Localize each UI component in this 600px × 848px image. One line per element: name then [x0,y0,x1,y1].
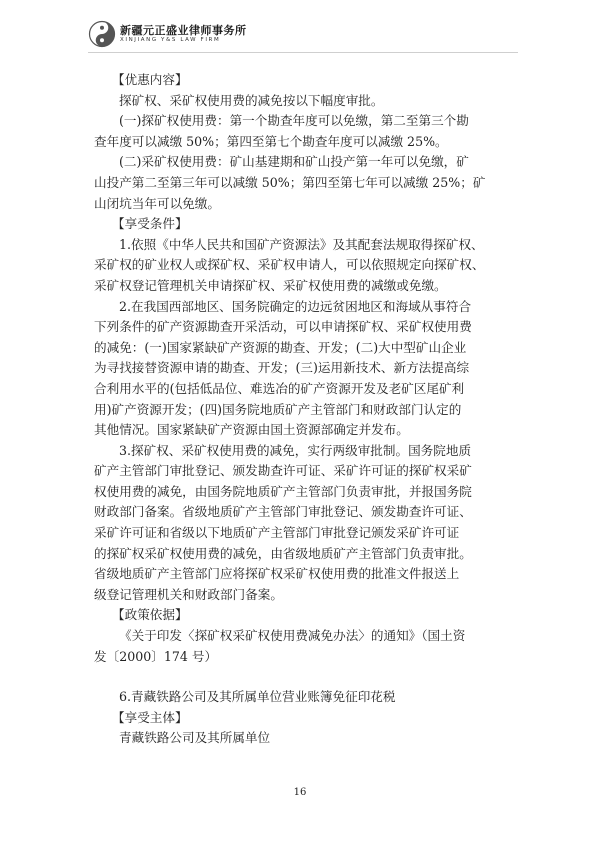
yinyang-swirl-logo [88,20,116,48]
paragraph-line: 财政部门备案。省级地质矿产主管部门审批登记、颁发勘查许可证、 [94,504,472,520]
header-divider [88,52,518,53]
document-body [94,70,518,749]
paragraph-line: 查年度可以减缴 50%；第四至第七个勘查年度可以减缴 25%。 [94,133,448,149]
paragraph-line: 用)矿产资源开发；(四)国务院地质矿产主管部门和财政部门认定的 [94,401,462,417]
section-heading: 【享受条件】 [112,216,188,232]
paragraph-line: 探矿权、采矿权使用费的减免按以下幅度审批。 [119,92,384,108]
paragraph-line: (一)探矿权使用费：第一个勘查年度可以免缴，第二至第三个勘 [119,113,469,129]
paragraph-line: 2.在我国西部地区、国务院确定的边远贫困地区和海域从事符合 [119,298,472,314]
paragraph-line: 矿产主管部门审批登记、颁发勘查许可证、采矿许可证的探矿权采矿 [94,463,472,479]
paragraph-line: 省级地质矿产主管部门应将探矿权采矿权使用费的批准文件报送上 [94,566,460,582]
paragraph-line: 的探矿权采矿权使用费的减免，由省级地质矿产主管部门负责审批。 [94,545,472,561]
section-heading: 【享受主体】 [112,709,188,725]
blank-line [94,667,518,687]
paragraph-line: 下列条件的矿产资源勘查开采活动，可以申请探矿权、采矿权使用费 [94,319,472,335]
paragraph-line: 山投产第二至第三年可以减缴 50%；第四至第七年可以减缴 25%；矿 [94,174,486,190]
page-number: 16 [293,787,307,798]
paragraph-line: 青藏铁路公司及其所属单位 [119,730,271,746]
paragraph-line: 1.依照《中华人民共和国矿产资源法》及其配套法规取得探矿权、 [119,236,484,252]
paragraph-line: 3.探矿权、采矿权使用费的减免，实行两级审批制。国务院地质 [119,442,472,458]
paragraph-line: 合利用水平的(包括低品位、难选冶的矿产资源开发及老矿区尾矿利 [94,380,465,396]
paragraph-line: 为寻找接替资源申请的勘查、开发；(三)运用新技术、新方法提高综 [94,360,470,376]
section-heading: 【政策依据】 [112,607,188,623]
paragraph-line: 采矿权登记管理机关申请探矿权、采矿权使用费的减缴或免缴。 [94,277,447,293]
citation-line: 发〔2000〕174 号） [94,648,218,664]
paragraph-line: 山闭坑当年可以免缴。 [94,195,220,211]
paragraph-line: 其他情况。国家紧缺矿产资源由国土资源部确定并发布。 [94,422,409,438]
firm-name-en: XINJIANG Y&S LAW FIRM [120,37,221,43]
paragraph-line: 权使用费的减免，由国务院地质矿产主管部门负责审批，并报国务院 [94,483,472,499]
paragraph-line: 采矿许可证和省级以下地质矿产主管部门审批登记颁发采矿许可证 [94,525,460,541]
paragraph-line: 的减免：(一)国家紧缺矿产资源的勘查、开发；(二)大中型矿山企业 [94,339,467,355]
paragraph-line: (二)采矿权使用费：矿山基建期和矿山投产第一年可以免缴，矿 [119,154,469,170]
citation-line: 《关于印发〈探矿权采矿权使用费减免办法〉的通知》（国土资 [119,628,466,644]
page-header [88,18,518,50]
section-heading: 【优惠内容】 [112,72,188,87]
paragraph-line: 采矿权的矿业权人或探矿权、采矿权申请人，可以依照规定向探矿权、 [94,257,485,273]
firm-name-cn: 新疆元正盛业律师事务所 [120,24,247,37]
paragraph-line: 级登记管理机关和财政部门备案。 [94,586,283,602]
item-title: 6.青藏铁路公司及其所属单位营业账簿免征印花税 [119,689,396,705]
